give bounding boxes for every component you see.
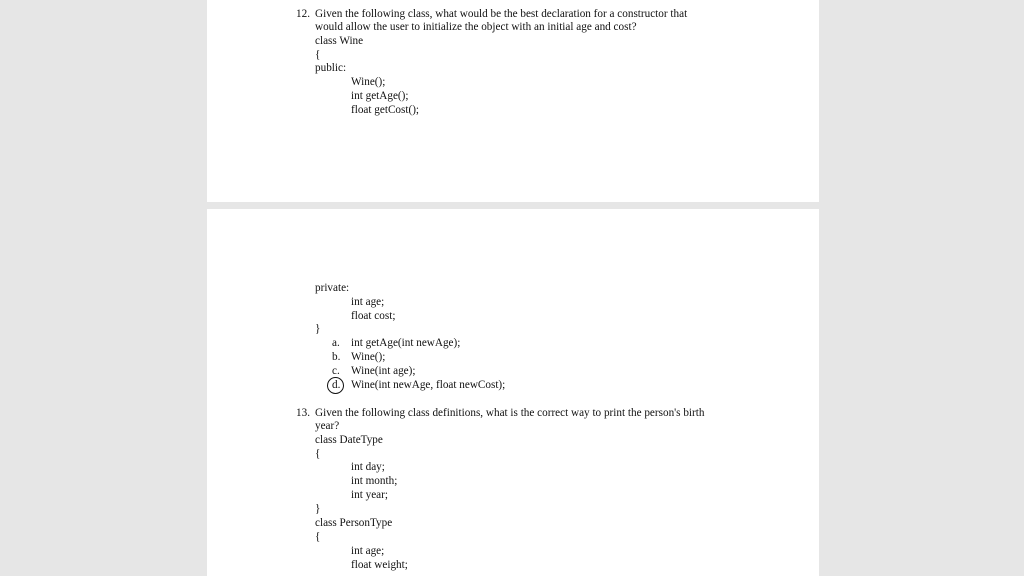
q13-prompt-line-1: Given the following class definitions, what is the correct way to print the person's birth — [315, 407, 705, 419]
q12-prompt-line-1: Given the following class, what would be the best declaration for a constructor that — [315, 8, 688, 20]
q12-class-decl: class Wine — [315, 35, 364, 47]
q13-class1-decl: class DateType — [315, 434, 383, 446]
q12-public-label: public: — [315, 62, 347, 74]
q12-private-age: int age; — [351, 296, 385, 308]
q12-member-getcost: float getCost(); — [351, 104, 420, 116]
q13-class1-year: int year; — [351, 489, 388, 501]
q13-class2-decl: class PersonType — [315, 517, 393, 529]
q13-class1-day: int day; — [351, 461, 385, 473]
q12-option-c-text: Wine(int age); — [351, 365, 416, 377]
q13-number: 13. — [296, 407, 310, 419]
q12-open-brace: { — [315, 49, 321, 61]
q12-option-d-label: d. — [332, 379, 341, 391]
q12-option-b-label: b. — [332, 351, 341, 363]
q12-member-constructor: Wine(); — [351, 76, 386, 88]
q12-private-cost: float cost; — [351, 310, 396, 322]
q12-option-d-text: Wine(int newAge, float newCost); — [351, 379, 506, 391]
q12-number: 12. — [296, 8, 310, 20]
page-2 — [207, 209, 819, 576]
q12-option-a-text: int getAge(int newAge); — [351, 337, 461, 349]
q12-option-a-label: a. — [332, 337, 340, 349]
q13-class1-close-brace: } — [315, 503, 321, 515]
q13-class2-age: int age; — [351, 545, 385, 557]
q13-class2-open-brace: { — [315, 531, 321, 543]
q12-private-label: private: — [315, 282, 350, 294]
q12-option-b-text: Wine(); — [351, 351, 386, 363]
page-1 — [207, 0, 819, 202]
q12-prompt-line-2: would allow the user to initialize the object with an initial age and cost? — [315, 21, 637, 33]
q13-class1-month: int month; — [351, 475, 398, 487]
q12-close-brace: } — [315, 323, 321, 335]
q12-option-c-label: c. — [332, 365, 340, 377]
q13-class2-weight: float weight; — [351, 559, 408, 571]
q13-class1-open-brace: { — [315, 448, 321, 460]
q12-member-getage: int getAge(); — [351, 90, 409, 102]
q13-prompt-line-2: year? — [315, 420, 340, 432]
